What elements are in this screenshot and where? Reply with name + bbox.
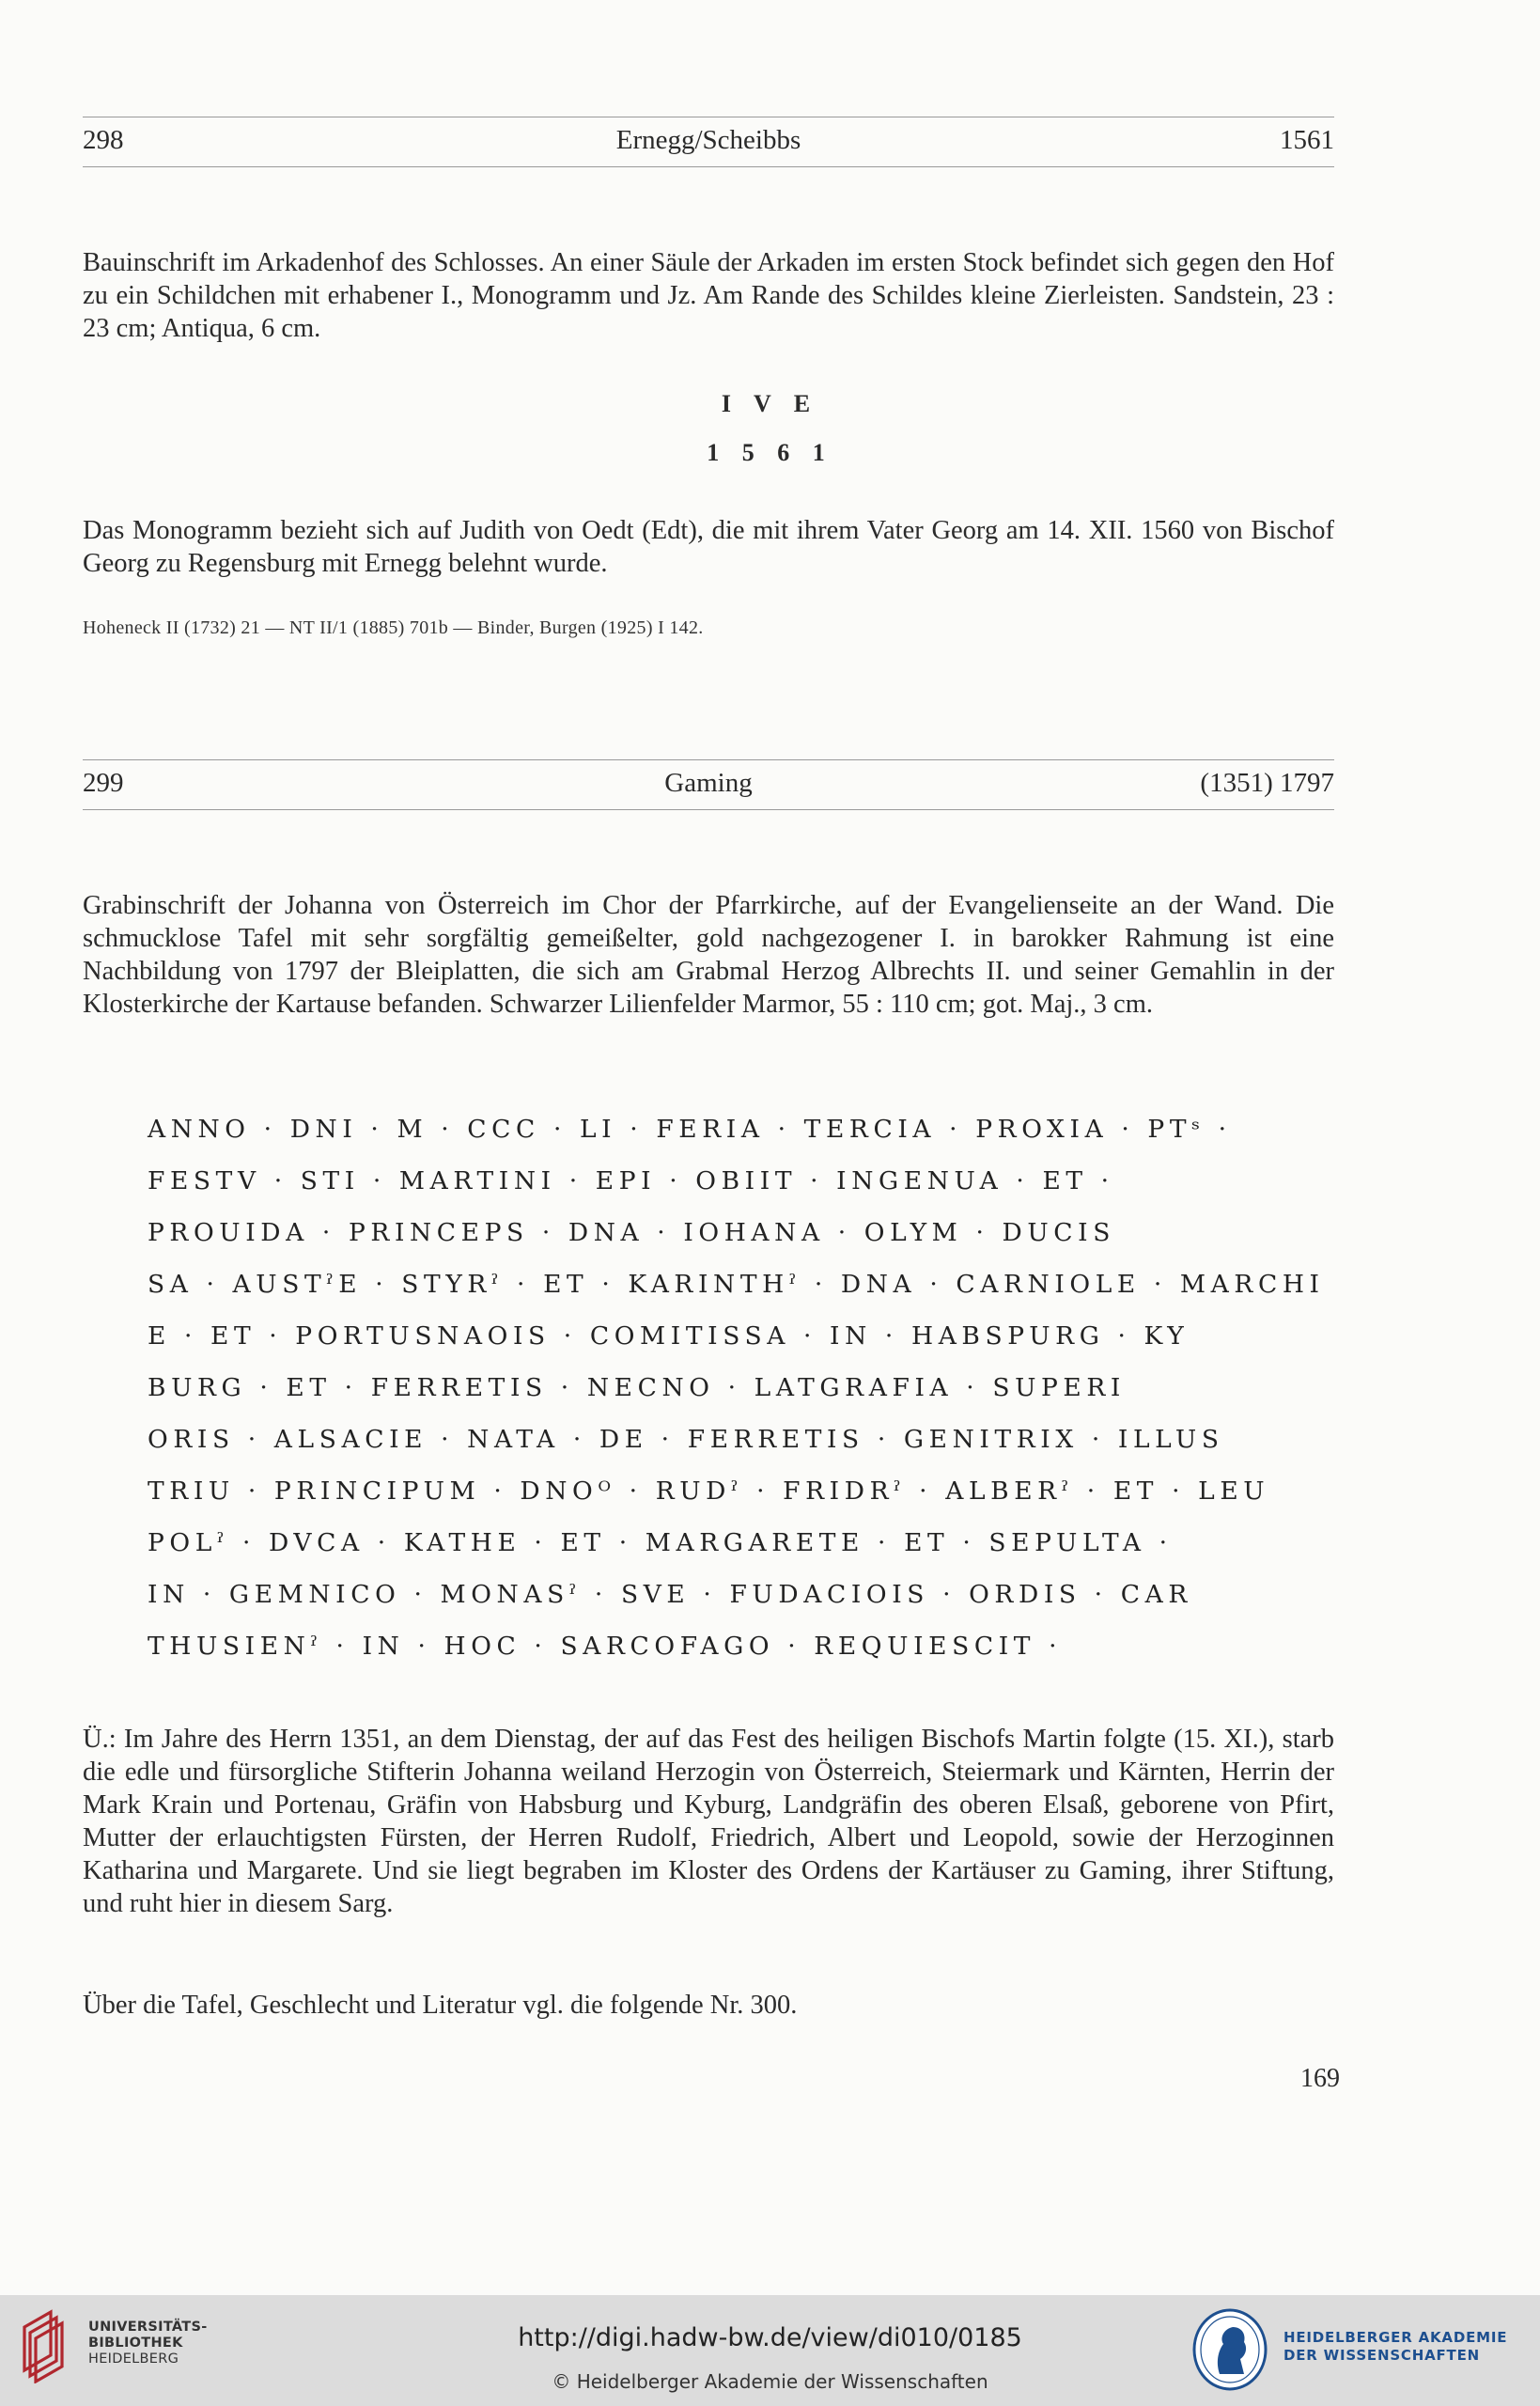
university-library-name[interactable]: UNIVERSITÄTS- BIBLIOTHEK HEIDELBERG — [88, 2320, 208, 2367]
inscription-line: I V E — [721, 390, 819, 417]
inscription-line: BURG · ET · FERRETIS · NECNO · LATGRAFIA · SUPERI — [148, 1373, 1126, 1402]
academy-name[interactable]: HEIDELBERGER AKADEMIE DER WISSENSCHAFTEN — [1283, 2329, 1508, 2364]
inscription-line: ORIS · ALSACIE · NATA · DE · FERRETIS · GENITRIX · ILLUS — [148, 1425, 1224, 1454]
inscription-line: TRIU · PRINCIPUM · DNOᴼ · RUDˀ · FRIDRˀ · ALBERˀ · ET · LEU — [148, 1476, 1270, 1506]
page-url-link[interactable]: http://digi.hadw-bw.de/view/di010/0185 — [518, 2323, 1022, 2352]
inscription-line: SA · AUSTˀE · STYRˀ · ET · KARINTHˀ · DNA · CARNIOLE · MARCHI — [148, 1270, 1325, 1299]
inscription-line: PROUIDA · PRINCEPS · DNA · IOHANA · OLYM · DUCIS — [148, 1218, 1115, 1247]
entry-place: Ernegg/Scheibbs — [615, 125, 801, 155]
entry-year: (1351) 1797 — [1200, 768, 1334, 798]
inscription-line: 1 5 6 1 — [707, 439, 833, 466]
references: Hoheneck II (1732) 21 — NT II/1 (1885) 701b — Binder, Burgen (1925) I 142. — [83, 617, 704, 638]
entry-commentary: Das Monogramm bezieht sich auf Judith von Oedt (Edt), die mit ihrem Vater Georg am 14. XII. 1560 von Bischof Georg zu Regensburg mit Ernegg belehnt wurde. — [83, 516, 1334, 578]
entry-place: Gaming — [664, 768, 753, 798]
inscription-line: E · ET · PORTUSNAOIS · COMITISSA · IN · HABSPURG · KY — [148, 1321, 1190, 1351]
copyright-notice: © Heidelberger Akademie der Wissenschaften — [552, 2370, 988, 2393]
inscription-text — [148, 1109, 1325, 1678]
entry-number: 298 — [83, 125, 124, 155]
entry-header-299 — [83, 759, 1334, 810]
inscription-line: POLˀ · DVCA · KATHE · ET · MARGARETE · ET · SEPULTA · — [148, 1528, 1173, 1557]
entry-translation: Ü.: Im Jahre des Herrn 1351, an dem Dienstag, der auf das Fest des heiligen Bischofs Martin folgte (15. XI.), starb die edle und fürsorgliche Stifterin Johanna weiland Herzogin von Österreich, Steiermark und Kärnten, Herrin der Mark Krain und Portenau, Gräfin von Habsburg und Kyburg, Landgräfin des oberen Elsaß, geborene von Pfirt, Mutter der erlauchtigsten Fürsten, der Herren Rudolf, Friedrich, Albert und Leopold, sowie der Herzoginnen Katharina und Margarete. Und sie liegt begraben im Kloster des Ordens der Kartäuser zu Gaming, ihrer Stiftung, und ruht hier in diesem Sarg. — [83, 1725, 1334, 1918]
entry-number: 299 — [83, 768, 124, 798]
entry-header-298 — [83, 117, 1334, 167]
entry-year: 1561 — [1280, 125, 1334, 155]
inscription-line: FESTV · STI · MARTINI · EPI · OBIIT · INGENUA · ET · — [148, 1166, 1114, 1195]
inscription-line: ANNO · DNI · M · CCC · LI · FERIA · TERCIA · PROXIA · PTˢ · — [148, 1115, 1232, 1144]
page-number: 169 — [1300, 2064, 1340, 2093]
entry-note: Über die Tafel, Geschlecht und Literatur vgl. die folgende Nr. 300. — [83, 1991, 798, 2020]
academy-seal-icon[interactable] — [1191, 2306, 1268, 2393]
inscription-line: THUSIENˀ · IN · HOC · SARCOFAGO · REQUIESCIT · — [148, 1632, 1063, 1661]
inscription-line: IN · GEMNICO · MONASˀ · SVE · FUDACIOIS · ORDIS · CAR — [148, 1580, 1192, 1609]
entry-description: Grabinschrift der Johanna von Österreich im Chor der Pfarrkirche, auf der Evangelienseite an der Wand. Die schmucklose Tafel mit sehr sorgfältig gemeißelter, gold nachgezogener I. in barokker Rahmung ist eine Nachbildung von 1797 der Bleiplatten, die sich am Grabmal Herzog Albrechts II. und seiner Gemahlin in der Klosterkirche der Kartause befanden. Schwarzer Lilienfelder Marmor, 55 : 110 cm; got. Maj., 3 cm. — [83, 891, 1334, 1019]
entry-description: Bauinschrift im Arkadenhof des Schlosses. An einer Säule der Arkaden im ersten Stock befindet sich gegen den Hof zu ein Schildchen mit erhabener I., Monogramm und Jz. Am Rande des Schildes kleine Zierleisten. Sandstein, 23 : 23 cm; Antiqua, 6 cm. — [83, 248, 1334, 343]
